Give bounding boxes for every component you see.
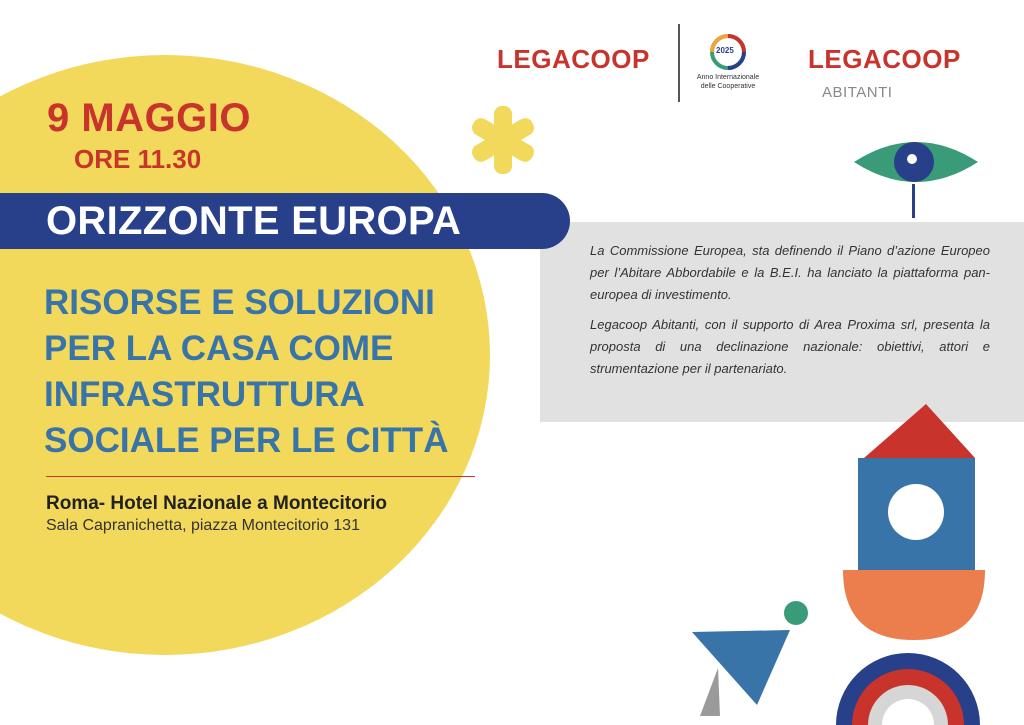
divider-line [46, 476, 475, 477]
legacoop-logo: LEGACOOP [497, 44, 650, 74]
legacoop-abitanti-logo: LEGACOOP [808, 44, 961, 74]
subtitle-line: PER LA CASA COME [44, 329, 394, 368]
event-time: ORE 11.30 [74, 144, 202, 174]
logo-divider [678, 24, 680, 102]
subtitle-line: INFRASTRUTTURA [44, 375, 365, 414]
subtitle-line: RISORSE E SOLUZIONI [44, 283, 435, 322]
event-subtitle [44, 280, 524, 464]
anno-label-2: delle Cooperative [700, 83, 756, 90]
eye-icon [854, 142, 978, 218]
description-paragraph-2: Legacoop Abitanti, con il supporto di Area Proxima srl, presenta la proposta di una declinazione nazionale: obiettivi, attori e strumentazione per il partenariato. [590, 317, 990, 376]
description-paragraph-1: La Commissione Europea, sta definendo il Piano d’azione Europeo per l’Abitare Abbordabile e la B.E.I. ha lanciato la piattaforma pan-europea di investimento. [590, 243, 990, 302]
anno-year: 2025 [716, 46, 734, 55]
subtitle-line: SOCIALE PER LE CITTÀ [44, 421, 449, 460]
abitanti-label: ABITANTI [822, 84, 893, 101]
arc-icon [836, 653, 980, 725]
event-room: Sala Capranichetta, piazza Montecitorio 131 [46, 517, 360, 534]
event-date: 9 MAGGIO [47, 96, 252, 140]
anno-label-1: Anno Internazionale [696, 74, 760, 81]
event-venue: Roma- Hotel Nazionale a Montecitorio [46, 493, 387, 514]
event-description [590, 240, 990, 388]
house-blocks-icon [843, 404, 985, 640]
event-title: ORIZZONTE EUROPA [46, 199, 462, 243]
asterisk-icon [469, 106, 537, 174]
triangle-icon [692, 601, 808, 716]
